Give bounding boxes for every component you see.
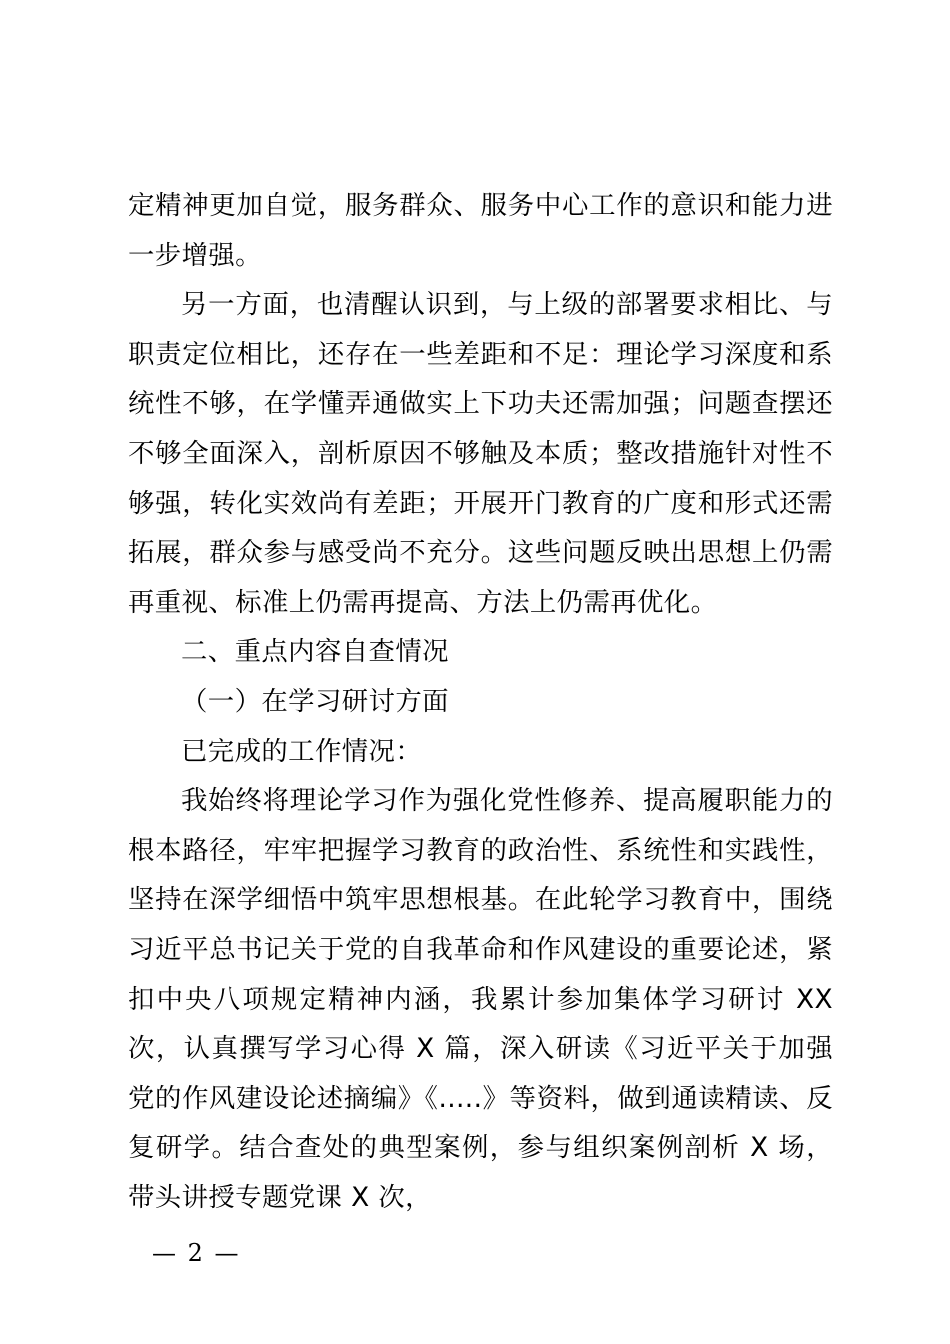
document-body xyxy=(128,181,833,1222)
section-heading: 二、重点内容自查情况 xyxy=(181,636,449,668)
paragraph-shortcomings: 另一方面，也清醒认识到，与上级的部署要求相比、与职责定位相比，还存在一些差距和不足：理论学习深度和系统性不够，在学懂弄通做实上下功夫还需加强；问题查摆还不够全面深入，剖析原因不够触及本质；整改措施针对性不够强，转化实效尚有差距；开展开门教育的广度和形式还需拓展，群众参与感受尚不充分。这些问题反映出思想上仍需再重视、标准上仍需再提高、方法上仍需再优化。 xyxy=(128,289,833,618)
completed-work-label: 已完成的工作情况： xyxy=(181,735,423,767)
subsection-heading: （一）在学习研讨方面 xyxy=(181,685,449,717)
page-number: — 2 — xyxy=(152,1239,241,1267)
paragraph-continuation: 定精神更加自觉，服务群众、服务中心工作的意识和能力进一步增强。 xyxy=(128,190,833,271)
paragraph-study-work: 我始终将理论学习作为强化党性修养、提高履职能力的根本路径，牢牢把握学习教育的政治性、系统性和实践性，坚持在深学细悟中筑牢思想根基。在此轮学习教育中，围绕习近平总书记关于党的自我革命和作风建设的重要论述，紧扣中央八项规定精神内涵，我累计参加集体学习研讨 XX 次，认真撰写学习心得 X 篇，深入研读《习近平关于加强党的作风建设论述摘编》《.....》等资料，做到通读精读、反复研学。结合查处的典型案例，参与组织案例剖析 X 场，带头讲授专题党课 X 次， xyxy=(128,785,833,1213)
